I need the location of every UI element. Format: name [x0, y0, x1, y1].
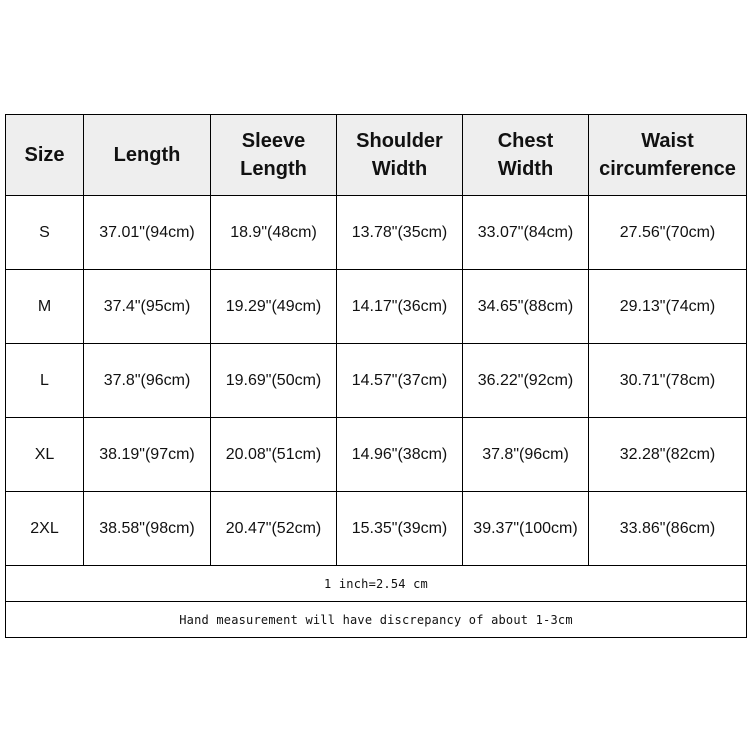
cell-size: M — [6, 270, 84, 344]
cell-shoulder-width: 14.96"(38cm) — [337, 418, 463, 492]
table-row — [6, 196, 747, 270]
header-chest-width — [463, 115, 589, 196]
cell-chest-width: 39.37"(100cm) — [463, 492, 589, 566]
header-sleeve-length-line1: Sleeve — [241, 130, 306, 152]
cell-waist-circumference: 32.28"(82cm) — [589, 418, 747, 492]
conversion-row — [6, 566, 747, 602]
cell-length: 37.8"(96cm) — [84, 344, 211, 418]
header-waist-circumference-line1: Waist — [641, 130, 694, 152]
header-sleeve-length-line2: Length — [240, 158, 307, 180]
cell-chest-width: 34.65"(88cm) — [463, 270, 589, 344]
cell-sleeve-length: 19.29"(49cm) — [211, 270, 337, 344]
cell-sleeve-length: 18.9"(48cm) — [211, 196, 337, 270]
cell-length: 37.4"(95cm) — [84, 270, 211, 344]
cell-length: 38.19"(97cm) — [84, 418, 211, 492]
size-table — [5, 114, 747, 638]
header-length-line: Length — [113, 144, 181, 166]
table-row — [6, 270, 747, 344]
cell-sleeve-length: 20.08"(51cm) — [211, 418, 337, 492]
cell-length: 37.01"(94cm) — [84, 196, 211, 270]
size-chart — [5, 114, 746, 638]
header-size-line: Size — [24, 144, 65, 166]
cell-chest-width: 36.22"(92cm) — [463, 344, 589, 418]
cell-size: 2XL — [6, 492, 84, 566]
disclaimer-note: Hand measurement will have discrepancy of about 1-3cm — [6, 602, 747, 638]
table-row — [6, 418, 747, 492]
header-length — [84, 115, 211, 196]
cell-shoulder-width: 15.35"(39cm) — [337, 492, 463, 566]
table-row — [6, 492, 747, 566]
cell-size: S — [6, 196, 84, 270]
header-shoulder-width-line2: Width — [371, 158, 428, 180]
header-chest-width-line1: Chest — [497, 130, 554, 152]
cell-shoulder-width: 13.78"(35cm) — [337, 196, 463, 270]
header-sleeve-length — [211, 115, 337, 196]
header-shoulder-width — [337, 115, 463, 196]
cell-shoulder-width: 14.57"(37cm) — [337, 344, 463, 418]
cell-shoulder-width: 14.17"(36cm) — [337, 270, 463, 344]
header-waist-circumference — [589, 115, 747, 196]
cell-size: L — [6, 344, 84, 418]
cell-waist-circumference: 33.86"(86cm) — [589, 492, 747, 566]
cell-waist-circumference: 30.71"(78cm) — [589, 344, 747, 418]
header-chest-width-line2: Width — [497, 158, 554, 180]
cell-sleeve-length: 19.69"(50cm) — [211, 344, 337, 418]
header-shoulder-width-line1: Shoulder — [356, 130, 443, 152]
cell-size: XL — [6, 418, 84, 492]
cell-chest-width: 37.8"(96cm) — [463, 418, 589, 492]
disclaimer-row — [6, 602, 747, 638]
table-row — [6, 344, 747, 418]
conversion-note: 1 inch=2.54 cm — [6, 566, 747, 602]
cell-waist-circumference: 27.56"(70cm) — [589, 196, 747, 270]
header-waist-circumference-line2: circumference — [599, 158, 736, 180]
cell-chest-width: 33.07"(84cm) — [463, 196, 589, 270]
cell-sleeve-length: 20.47"(52cm) — [211, 492, 337, 566]
header-row — [6, 115, 747, 196]
cell-waist-circumference: 29.13"(74cm) — [589, 270, 747, 344]
cell-length: 38.58"(98cm) — [84, 492, 211, 566]
header-size — [6, 115, 84, 196]
